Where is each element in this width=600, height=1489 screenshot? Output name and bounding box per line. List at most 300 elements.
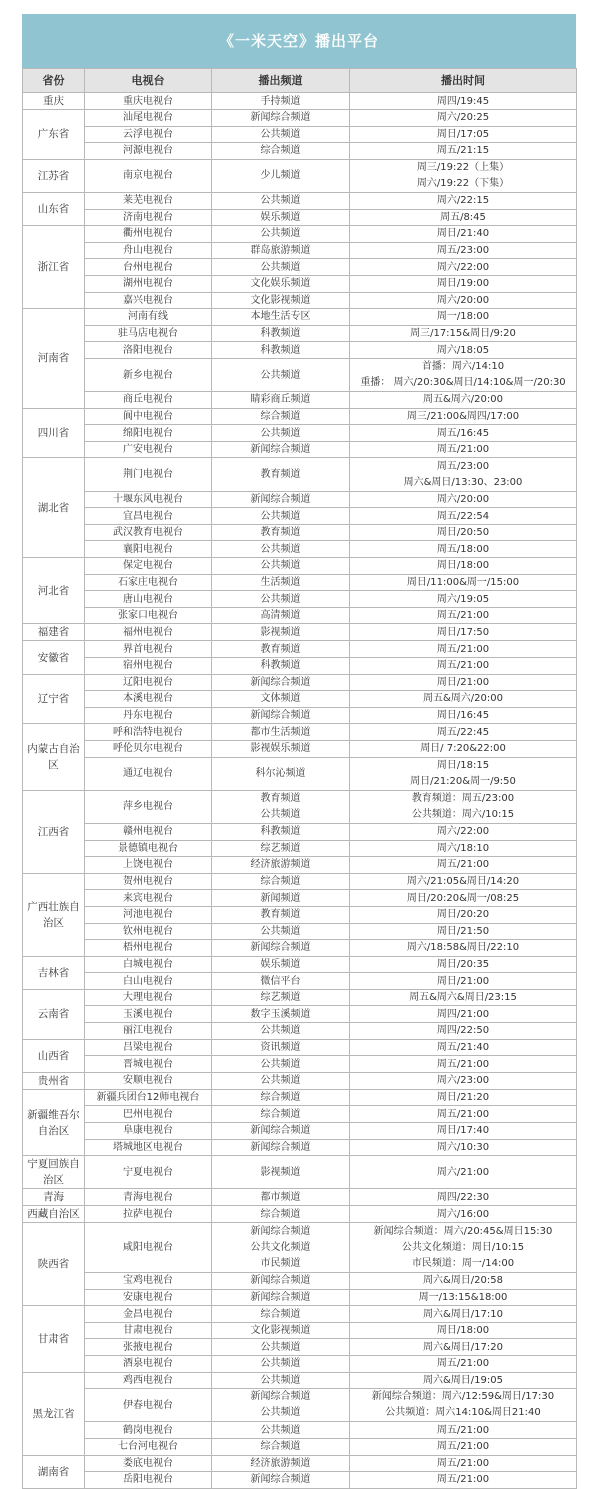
station-cell: 通辽电视台: [85, 757, 212, 790]
table-row: [23, 1072, 577, 1089]
table-row: [23, 1289, 577, 1306]
province-cell: 青海: [23, 1189, 85, 1206]
broadcast-schedule: [22, 14, 576, 1489]
station-cell: 湖州电视台: [85, 275, 212, 292]
table-row: [23, 940, 577, 957]
cell-line: 公共频道: [260, 808, 301, 820]
cell-line: 周日/21:20&周一/9:50: [410, 775, 516, 787]
table-row: [23, 275, 577, 292]
cell-line: 新闻综合频道: [250, 1225, 311, 1237]
station-cell: 宜昌电视台: [85, 508, 212, 525]
station-cell: 赣州电视台: [85, 823, 212, 840]
channel-cell: 娱乐频道: [212, 956, 350, 973]
station-cell: 萍乡电视台: [85, 790, 212, 823]
header-province: 省份: [23, 69, 85, 93]
table-row: [23, 1006, 577, 1023]
station-cell: 十堰东风电视台: [85, 491, 212, 508]
table-row: [23, 906, 577, 923]
time-cell: 周六/18:58&周日/22:10: [350, 940, 577, 957]
header-time: 播出时间: [350, 69, 577, 93]
station-cell: 商丘电视台: [85, 392, 212, 409]
province-cell: 辽宁省: [23, 674, 85, 724]
time-cell: [350, 1389, 577, 1422]
channel-cell: 新闻综合频道: [212, 110, 350, 127]
station-cell: 娄底电视台: [85, 1455, 212, 1472]
table-row: [23, 1106, 577, 1123]
cell-line: 公共文化频道: [250, 1241, 311, 1253]
channel-cell: 公共频道: [212, 591, 350, 608]
table-row: [23, 242, 577, 259]
cell-line: 教育频道: [260, 792, 301, 804]
time-cell: 周五/22:54: [350, 508, 577, 525]
page-title: 《一米天空》播出平台: [22, 14, 576, 68]
time-cell: 周六/20:25: [350, 110, 577, 127]
time-cell: 周日/21:40: [350, 226, 577, 243]
header-channel: 播出频道: [212, 69, 350, 93]
station-cell: 大理电视台: [85, 989, 212, 1006]
station-cell: 来宾电视台: [85, 890, 212, 907]
table-row: [23, 342, 577, 359]
table-row: [23, 591, 577, 608]
time-cell: 周日/18:00: [350, 1322, 577, 1339]
time-cell: [350, 757, 577, 790]
channel-cell: 教育频道: [212, 906, 350, 923]
time-cell: 周五/21:00: [350, 658, 577, 675]
station-cell: 济南电视台: [85, 209, 212, 226]
province-cell: 黑龙江省: [23, 1372, 85, 1455]
station-cell: 辽阳电视台: [85, 674, 212, 691]
time-cell: [350, 1223, 577, 1273]
station-cell: 岳阳电视台: [85, 1472, 212, 1489]
time-cell: 周五/21:00: [350, 441, 577, 458]
station-cell: 丽江电视台: [85, 1023, 212, 1040]
table-row: [23, 491, 577, 508]
time-cell: 周一/13:15&18:00: [350, 1289, 577, 1306]
channel-cell: [212, 790, 350, 823]
station-cell: 钦州电视台: [85, 923, 212, 940]
cell-line: 公共频道: [260, 1407, 301, 1419]
channel-cell: 数字玉溪频道: [212, 1006, 350, 1023]
header-station: 电视台: [85, 69, 212, 93]
table-row: [23, 309, 577, 326]
station-cell: 呼和浩特电视台: [85, 724, 212, 741]
channel-cell: [212, 1223, 350, 1273]
province-cell: 内蒙古自治区: [23, 724, 85, 790]
table-row: [23, 226, 577, 243]
station-cell: 宁夏电视台: [85, 1156, 212, 1189]
station-cell: 界首电视台: [85, 641, 212, 658]
cell-line: 新闻综合频道: [250, 1391, 311, 1403]
channel-cell: 新闻综合频道: [212, 491, 350, 508]
channel-cell: 新闻综合频道: [212, 1139, 350, 1156]
cell-line: 周五/23:00: [436, 460, 490, 472]
time-cell: 周五/21:40: [350, 1039, 577, 1056]
time-cell: 周五/21:00: [350, 1422, 577, 1439]
time-cell: 周五/21:15: [350, 143, 577, 160]
table-row: [23, 1139, 577, 1156]
channel-cell: 综艺频道: [212, 840, 350, 857]
cell-line: 首播：周六/14:10: [421, 361, 505, 372]
time-cell: 周三/17:15&周日/9:20: [350, 325, 577, 342]
channel-cell: 公共频道: [212, 923, 350, 940]
station-cell: 河池电视台: [85, 906, 212, 923]
province-cell: 福建省: [23, 624, 85, 641]
table-row: [23, 607, 577, 624]
table-row: [23, 1089, 577, 1106]
time-cell: 周五/23:00: [350, 242, 577, 259]
station-cell: 安顺电视台: [85, 1072, 212, 1089]
table-row: [23, 159, 577, 192]
station-cell: 保定电视台: [85, 558, 212, 575]
channel-cell: 公共频道: [212, 1339, 350, 1356]
province-cell: 广西壮族自治区: [23, 873, 85, 956]
station-cell: 嘉兴电视台: [85, 292, 212, 309]
province-cell: 吉林省: [23, 956, 85, 989]
channel-cell: 公共频道: [212, 425, 350, 442]
station-cell: 晋城电视台: [85, 1056, 212, 1073]
table-row: [23, 1322, 577, 1339]
station-cell: 荆门电视台: [85, 458, 212, 491]
channel-cell: 公共频道: [212, 192, 350, 209]
station-cell: 新疆兵团台12师电视台: [85, 1089, 212, 1106]
table-header-row: [23, 69, 577, 93]
station-cell: 阆中电视台: [85, 408, 212, 425]
channel-cell: 公共频道: [212, 1023, 350, 1040]
time-cell: 周五/21:00: [350, 1106, 577, 1123]
table-row: [23, 425, 577, 442]
time-cell: 周日/21:20: [350, 1089, 577, 1106]
province-cell: 湖南省: [23, 1455, 85, 1488]
station-cell: 巴州电视台: [85, 1106, 212, 1123]
cell-line: 市民频道：周一/14:00: [411, 1257, 515, 1269]
time-cell: 周日/20:50: [350, 524, 577, 541]
province-cell: 贵州省: [23, 1072, 85, 1089]
channel-cell: 综合频道: [212, 873, 350, 890]
time-cell: 周五&周六/20:00: [350, 392, 577, 409]
table-row: [23, 259, 577, 276]
station-cell: 梧州电视台: [85, 940, 212, 957]
cell-line: 公共频道：周六/10:15: [411, 808, 515, 820]
time-cell: 周五&周六/20:00: [350, 691, 577, 708]
time-cell: 周六/22:00: [350, 259, 577, 276]
channel-cell: 影视娱乐频道: [212, 740, 350, 757]
station-cell: 驻马店电视台: [85, 325, 212, 342]
channel-cell: 娱乐频道: [212, 209, 350, 226]
table-row: [23, 658, 577, 675]
table-row: [23, 508, 577, 525]
table-row: [23, 209, 577, 226]
time-cell: [350, 458, 577, 491]
time-cell: 周日/21:00: [350, 973, 577, 990]
station-cell: 金昌电视台: [85, 1306, 212, 1323]
channel-cell: 公共频道: [212, 558, 350, 575]
channel-cell: 科尔沁频道: [212, 757, 350, 790]
table-row: [23, 392, 577, 409]
cell-line: 周三/19:22（上集）: [416, 161, 510, 173]
table-row: [23, 1389, 577, 1422]
channel-cell: 教育频道: [212, 524, 350, 541]
table-row: [23, 989, 577, 1006]
province-cell: 四川省: [23, 408, 85, 458]
cell-line: 公共频道：周六14:10&周日21:40: [385, 1407, 541, 1419]
station-cell: 白山电视台: [85, 973, 212, 990]
table-row: [23, 923, 577, 940]
channel-cell: 生活频道: [212, 574, 350, 591]
station-cell: 玉溪电视台: [85, 1006, 212, 1023]
table-row: [23, 1123, 577, 1140]
table-row: [23, 1023, 577, 1040]
table-row: [23, 1472, 577, 1489]
time-cell: 周六/18:10: [350, 840, 577, 857]
station-cell: 宝鸡电视台: [85, 1273, 212, 1290]
channel-cell: 公共频道: [212, 1072, 350, 1089]
time-cell: 周一/18:00: [350, 309, 577, 326]
channel-cell: 公共频道: [212, 1372, 350, 1389]
station-cell: 云浮电视台: [85, 126, 212, 143]
time-cell: 周六/18:05: [350, 342, 577, 359]
station-cell: 莱芜电视台: [85, 192, 212, 209]
table-row: [23, 1206, 577, 1223]
station-cell: 七台河电视台: [85, 1438, 212, 1455]
station-cell: 青海电视台: [85, 1189, 212, 1206]
channel-cell: 公共频道: [212, 1422, 350, 1439]
station-cell: 台州电视台: [85, 259, 212, 276]
channel-cell: 微信平台: [212, 973, 350, 990]
channel-cell: 少儿频道: [212, 159, 350, 192]
station-cell: 张掖电视台: [85, 1339, 212, 1356]
time-cell: 周日/16:45: [350, 707, 577, 724]
table-row: [23, 691, 577, 708]
time-cell: 周五/18:00: [350, 541, 577, 558]
province-cell: 甘肃省: [23, 1306, 85, 1372]
time-cell: 周五/21:00: [350, 1455, 577, 1472]
channel-cell: 公共频道: [212, 226, 350, 243]
time-cell: 周五/21:00: [350, 857, 577, 874]
table-row: [23, 724, 577, 741]
table-row: [23, 408, 577, 425]
station-cell: 上饶电视台: [85, 857, 212, 874]
time-cell: 周六/23:00: [350, 1072, 577, 1089]
channel-cell: 综合频道: [212, 1206, 350, 1223]
station-cell: 白城电视台: [85, 956, 212, 973]
table-row: [23, 641, 577, 658]
station-cell: 新乡电视台: [85, 358, 212, 391]
table-row: [23, 292, 577, 309]
time-cell: [350, 358, 577, 391]
station-cell: 河源电视台: [85, 143, 212, 160]
channel-cell: 综合频道: [212, 1306, 350, 1323]
time-cell: 周六/22:00: [350, 823, 577, 840]
table-row: [23, 840, 577, 857]
time-cell: 周日/17:05: [350, 126, 577, 143]
station-cell: 景德镇电视台: [85, 840, 212, 857]
time-cell: 周六/21:05&周日/14:20: [350, 873, 577, 890]
time-cell: 周五/21:00: [350, 1472, 577, 1489]
table-row: [23, 956, 577, 973]
time-cell: 周六&周日/17:10: [350, 1306, 577, 1323]
channel-cell: 综艺频道: [212, 989, 350, 1006]
channel-cell: 科教频道: [212, 342, 350, 359]
table-row: [23, 93, 577, 110]
time-cell: 周六/20:00: [350, 491, 577, 508]
table-row: [23, 558, 577, 575]
table-row: [23, 192, 577, 209]
cell-line: 公共文化频道：周日/10:15: [401, 1241, 525, 1253]
province-cell: 西藏自治区: [23, 1206, 85, 1223]
table-row: [23, 624, 577, 641]
table-row: [23, 790, 577, 823]
table-row: [23, 973, 577, 990]
channel-cell: 群岛旅游频道: [212, 242, 350, 259]
province-cell: 山东省: [23, 192, 85, 225]
channel-cell: 公共频道: [212, 508, 350, 525]
table-row: [23, 458, 577, 491]
table-row: [23, 441, 577, 458]
channel-cell: 文体频道: [212, 691, 350, 708]
table-row: [23, 1438, 577, 1455]
table-row: [23, 740, 577, 757]
time-cell: 周日/17:40: [350, 1123, 577, 1140]
time-cell: 周六&周日/20:58: [350, 1273, 577, 1290]
station-cell: 张家口电视台: [85, 607, 212, 624]
cell-line: 新闻综合频道：周六/20:45&周日15:30: [373, 1225, 553, 1237]
province-cell: 湖北省: [23, 458, 85, 558]
station-cell: 襄阳电视台: [85, 541, 212, 558]
province-cell: 宁夏回族自治区: [23, 1156, 85, 1189]
time-cell: 周日/21:00: [350, 674, 577, 691]
time-cell: 周六&周日/17:20: [350, 1339, 577, 1356]
channel-cell: 经济旅游频道: [212, 857, 350, 874]
station-cell: 咸阳电视台: [85, 1223, 212, 1273]
station-cell: 衢州电视台: [85, 226, 212, 243]
station-cell: 呼伦贝尔电视台: [85, 740, 212, 757]
province-cell: 安徽省: [23, 641, 85, 674]
channel-cell: 新闻综合频道: [212, 707, 350, 724]
station-cell: 酒泉电视台: [85, 1355, 212, 1372]
station-cell: 广安电视台: [85, 441, 212, 458]
channel-cell: 高清频道: [212, 607, 350, 624]
channel-cell: 影视频道: [212, 1156, 350, 1189]
time-cell: 周六/19:05: [350, 591, 577, 608]
cell-line: 周六&周日/13:30、23:00: [403, 476, 523, 488]
channel-cell: 新闻综合频道: [212, 940, 350, 957]
channel-cell: [212, 1389, 350, 1422]
station-cell: 南京电视台: [85, 159, 212, 192]
schedule-table: [22, 68, 577, 1489]
province-cell: 陕西省: [23, 1223, 85, 1306]
station-cell: 汕尾电视台: [85, 110, 212, 127]
channel-cell: 新闻综合频道: [212, 1123, 350, 1140]
province-cell: 广东省: [23, 110, 85, 160]
time-cell: 周日/20:20&周一/08:25: [350, 890, 577, 907]
time-cell: 周六/10:30: [350, 1139, 577, 1156]
channel-cell: 公共频道: [212, 541, 350, 558]
station-cell: 丹东电视台: [85, 707, 212, 724]
channel-cell: 公共频道: [212, 126, 350, 143]
time-cell: 周四/19:45: [350, 93, 577, 110]
table-row: [23, 1189, 577, 1206]
station-cell: 武汉教育电视台: [85, 524, 212, 541]
station-cell: 吕梁电视台: [85, 1039, 212, 1056]
time-cell: 周六&周日/19:05: [350, 1372, 577, 1389]
time-cell: 周六/21:00: [350, 1156, 577, 1189]
time-cell: 周四/21:00: [350, 1006, 577, 1023]
channel-cell: 综合频道: [212, 408, 350, 425]
time-cell: 周三/21:00&周四/17:00: [350, 408, 577, 425]
station-cell: 甘肃电视台: [85, 1322, 212, 1339]
channel-cell: 综合频道: [212, 1089, 350, 1106]
table-row: [23, 890, 577, 907]
station-cell: 宿州电视台: [85, 658, 212, 675]
table-row: [23, 110, 577, 127]
station-cell: 鸡西电视台: [85, 1372, 212, 1389]
station-cell: 拉萨电视台: [85, 1206, 212, 1223]
cell-line: 新闻综合频道：周六/12:59&周日/17:30: [371, 1391, 555, 1403]
time-cell: [350, 790, 577, 823]
channel-cell: 资讯频道: [212, 1039, 350, 1056]
channel-cell: 都市频道: [212, 1189, 350, 1206]
time-cell: 周五/21:00: [350, 1056, 577, 1073]
time-cell: 周日/20:35: [350, 956, 577, 973]
table-row: [23, 707, 577, 724]
channel-cell: 手持频道: [212, 93, 350, 110]
province-cell: 江苏省: [23, 159, 85, 192]
table-row: [23, 674, 577, 691]
table-row: [23, 574, 577, 591]
province-cell: 云南省: [23, 989, 85, 1039]
channel-cell: 睛彩商丘频道: [212, 392, 350, 409]
time-cell: 周四/22:30: [350, 1189, 577, 1206]
channel-cell: 文化影视频道: [212, 1322, 350, 1339]
channel-cell: 公共频道: [212, 259, 350, 276]
station-cell: 塔城地区电视台: [85, 1139, 212, 1156]
channel-cell: 经济旅游频道: [212, 1455, 350, 1472]
channel-cell: 新闻综合频道: [212, 1273, 350, 1290]
station-cell: 河南有线: [85, 309, 212, 326]
station-cell: 石家庄电视台: [85, 574, 212, 591]
channel-cell: 综合频道: [212, 1106, 350, 1123]
province-cell: 河南省: [23, 309, 85, 409]
table-row: [23, 1355, 577, 1372]
cell-line: 重播： 周六/20:30&周日/14:10&周一/20:30: [360, 377, 566, 388]
channel-cell: 新闻频道: [212, 890, 350, 907]
channel-cell: 本地生活专区: [212, 309, 350, 326]
station-cell: 福州电视台: [85, 624, 212, 641]
table-row: [23, 143, 577, 160]
province-cell: 江西省: [23, 790, 85, 873]
cell-line: 市民频道: [260, 1257, 301, 1269]
table-row: [23, 1156, 577, 1189]
table-row: [23, 1306, 577, 1323]
channel-cell: 科教频道: [212, 325, 350, 342]
province-cell: 浙江省: [23, 226, 85, 309]
table-row: [23, 358, 577, 391]
table-row: [23, 541, 577, 558]
station-cell: 贺州电视台: [85, 873, 212, 890]
province-cell: 重庆: [23, 93, 85, 110]
table-row: [23, 873, 577, 890]
time-cell: 周五/22:45: [350, 724, 577, 741]
table-row: [23, 1339, 577, 1356]
time-cell: 周日/ 7:20&22:00: [350, 740, 577, 757]
time-cell: 周日/18:00: [350, 558, 577, 575]
time-cell: [350, 159, 577, 192]
table-row: [23, 1273, 577, 1290]
table-row: [23, 1455, 577, 1472]
time-cell: 周五/8:45: [350, 209, 577, 226]
cell-line: 周六/19:22（下集）: [416, 177, 510, 189]
station-cell: 鹤岗电视台: [85, 1422, 212, 1439]
